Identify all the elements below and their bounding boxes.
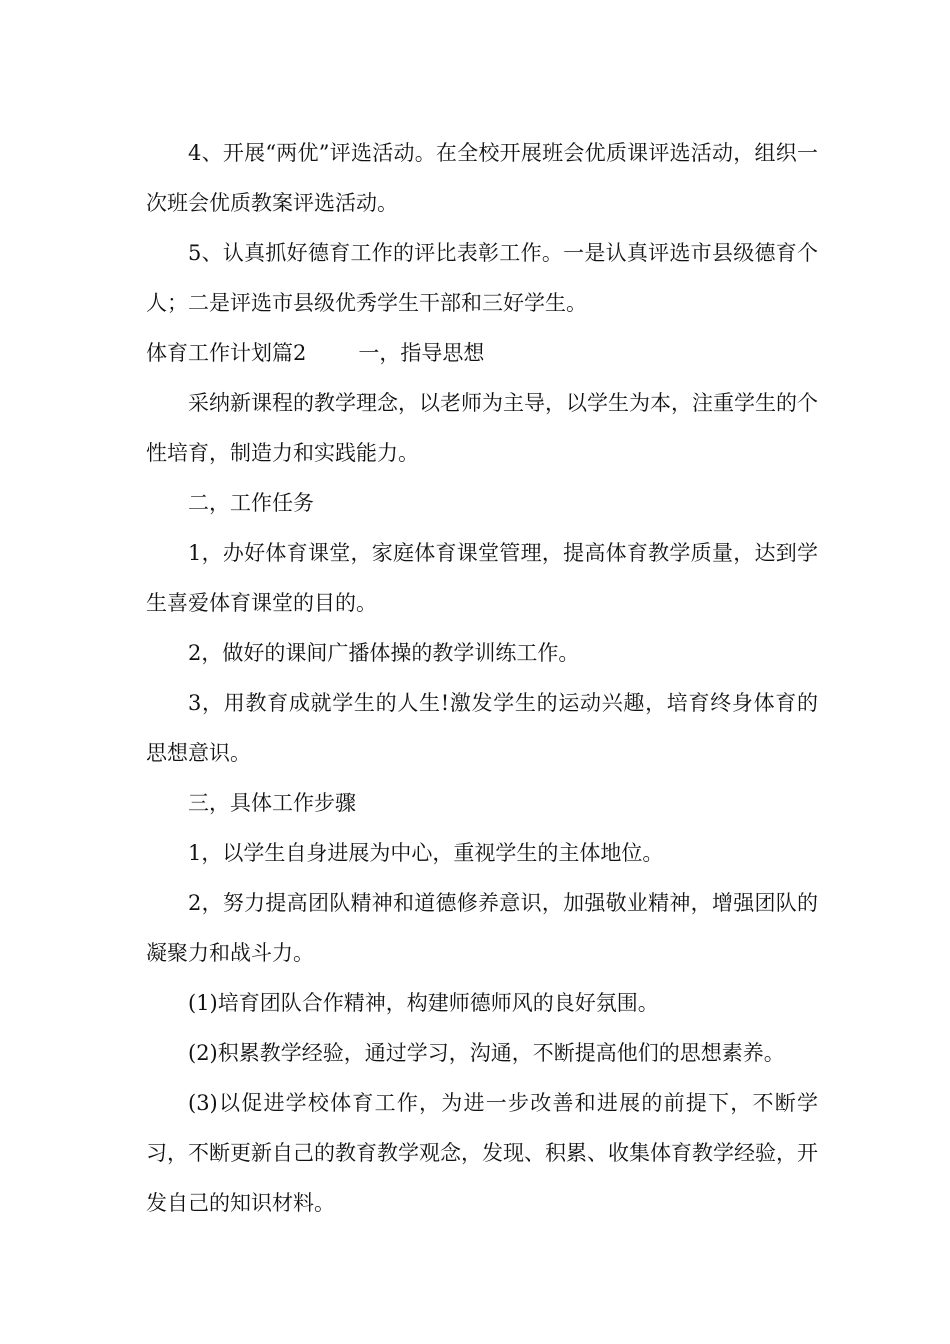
heading-work-steps: 三，具体工作步骤 (188, 791, 356, 815)
paragraph-step-2: 2，努力提高团队精神和道德修养意识，加强敬业精神，增强团队的凝聚力和战斗力。 (146, 891, 818, 965)
paragraph-substep-3: (3)以促进学校体育工作，为进一步改善和进展的前提下，不断学习，不断更新自己的教育教学观念，发现、积累、收集体育教学经验，开发自己的知识材料。 (146, 1091, 818, 1215)
section-title: 体育工作计划篇2 (146, 341, 307, 365)
paragraph-step-1: 1，以学生自身进展为中心，重视学生的主体地位。 (188, 841, 664, 865)
paragraph-task-1: 1，办好体育课堂，家庭体育课堂管理，提高体育教学质量，达到学生喜爱体育课堂的目的。 (146, 541, 818, 615)
paragraph-substep-1: (1)培育团队合作精神，构建师德师风的良好氛围。 (188, 991, 659, 1015)
paragraph-substep-2: (2)积累教学经验，通过学习，沟通，不断提高他们的思想素养。 (188, 1041, 785, 1065)
heading-work-tasks: 二，工作任务 (188, 491, 314, 515)
paragraph-task-2: 2，做好的课间广播体操的教学训练工作。 (188, 641, 580, 665)
document-page (146, 128, 818, 1228)
paragraph-two-excellence-activity: 4、开展“两优”评选活动。在全校开展班会优质课评选活动，组织一次班会优质教案评选活动。 (146, 141, 818, 215)
paragraph-moral-education-awards: 5、认真抓好德育工作的评比表彰工作。一是认真评选市县级德育个人；二是评选市县级优秀学生干部和三好学生。 (146, 241, 818, 315)
section-heading-line (146, 328, 818, 378)
paragraph-task-3: 3，用教育成就学生的人生!激发学生的运动兴趣，培育终身体育的思想意识。 (146, 691, 818, 765)
section-first-heading: 一，指导思想 (358, 341, 485, 365)
paragraph-guiding-idea: 采纳新课程的教学理念，以老师为主导，以学生为本，注重学生的个性培育，制造力和实践能力。 (146, 391, 818, 465)
